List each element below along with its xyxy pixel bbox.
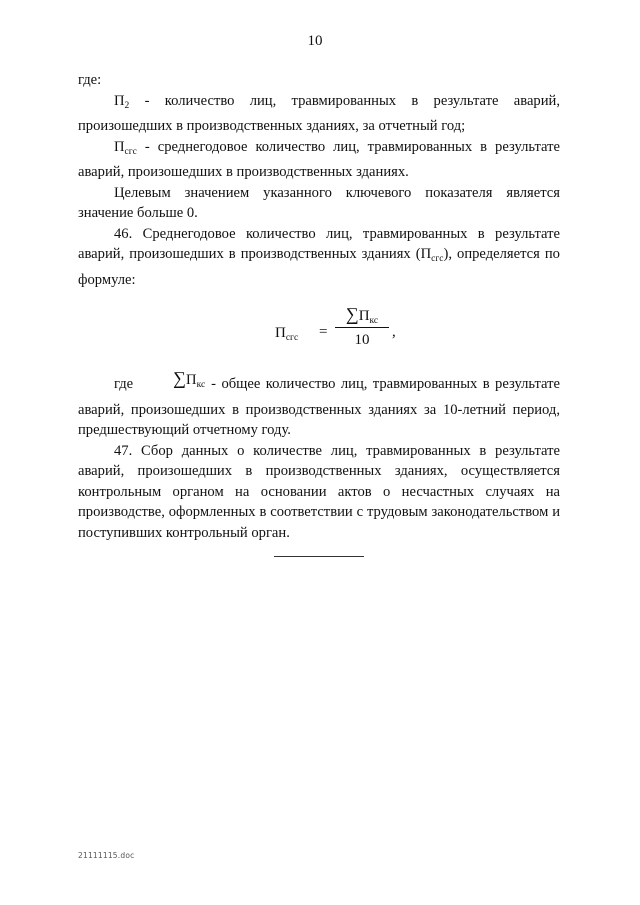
formula-equals: = — [319, 324, 328, 340]
item-46-text-after: ), определяется по формуле: — [78, 246, 560, 288]
definition-sum-pks — [78, 368, 560, 441]
end-separator-line — [274, 556, 364, 557]
psrgs-symbol: П — [114, 138, 125, 155]
target-value-paragraph: Целевым значением указанного ключевого показателя является значение больше 0. — [78, 184, 560, 221]
footer-filename: 21111115.doc — [78, 851, 135, 860]
fraction-bar — [335, 327, 389, 328]
formula-num-subscript: кс — [369, 316, 379, 326]
formula-denominator: 10 — [354, 332, 370, 348]
where-label: где: — [78, 72, 102, 88]
formula-fraction — [335, 304, 389, 351]
item-46-paragraph — [78, 224, 560, 291]
definition-psrgs — [78, 137, 560, 183]
p2-subscript: 2 — [124, 100, 130, 111]
sum-icon: ∑ — [345, 304, 359, 324]
formula-lhs-symbol: П — [275, 325, 286, 341]
p2-description: - количество лиц, травмированных в результате аварий, произошедших в производственных зданиях, за отчетный год; — [78, 92, 560, 134]
sum-icon: ∑ — [173, 368, 187, 388]
sum-pks-expression — [137, 368, 205, 396]
formula-block — [78, 298, 560, 372]
formula-lhs — [275, 323, 298, 349]
sum-pks-subscript: кс — [196, 380, 206, 390]
where2-description: - общее количество лиц, травмированных в результате аварий, произошедших в производственных зданиях за 10-летний период, предшествующий отчетному году. — [78, 376, 560, 438]
p2-symbol: П — [114, 92, 125, 109]
formula-comma: , — [392, 324, 396, 340]
definition-p2 — [78, 91, 560, 137]
item-46-subscript: сгс — [431, 254, 444, 264]
formula-num-symbol: П — [358, 308, 370, 324]
item-46-text-before: 46. Среднегодовое количество лиц, травмированных в результате аварий, произошедших в производственных зданиях (П — [78, 225, 560, 262]
item-47-paragraph: 47. Сбор данных о количестве лиц, травмированных в результате аварий, произошедших в производственных зданиях, осуществляется контрольным органом на основании актов о несчастных случаях на производстве, оформленных в соответствии с трудовым законодательством и поступивших контрольный орган. — [78, 442, 560, 541]
document-body — [78, 70, 560, 543]
where2-label: где — [114, 376, 134, 392]
formula-numerator — [335, 304, 389, 326]
formula-lhs-subscript: сгс — [285, 333, 299, 343]
psrgs-description: - среднегодовое количество лиц, травмированных в результате аварий, произошедших в производственных зданиях. — [78, 138, 560, 180]
sum-pks-symbol: П — [186, 372, 197, 388]
psrgs-subscript: сгс — [124, 146, 137, 157]
page-number: 10 — [307, 33, 323, 49]
